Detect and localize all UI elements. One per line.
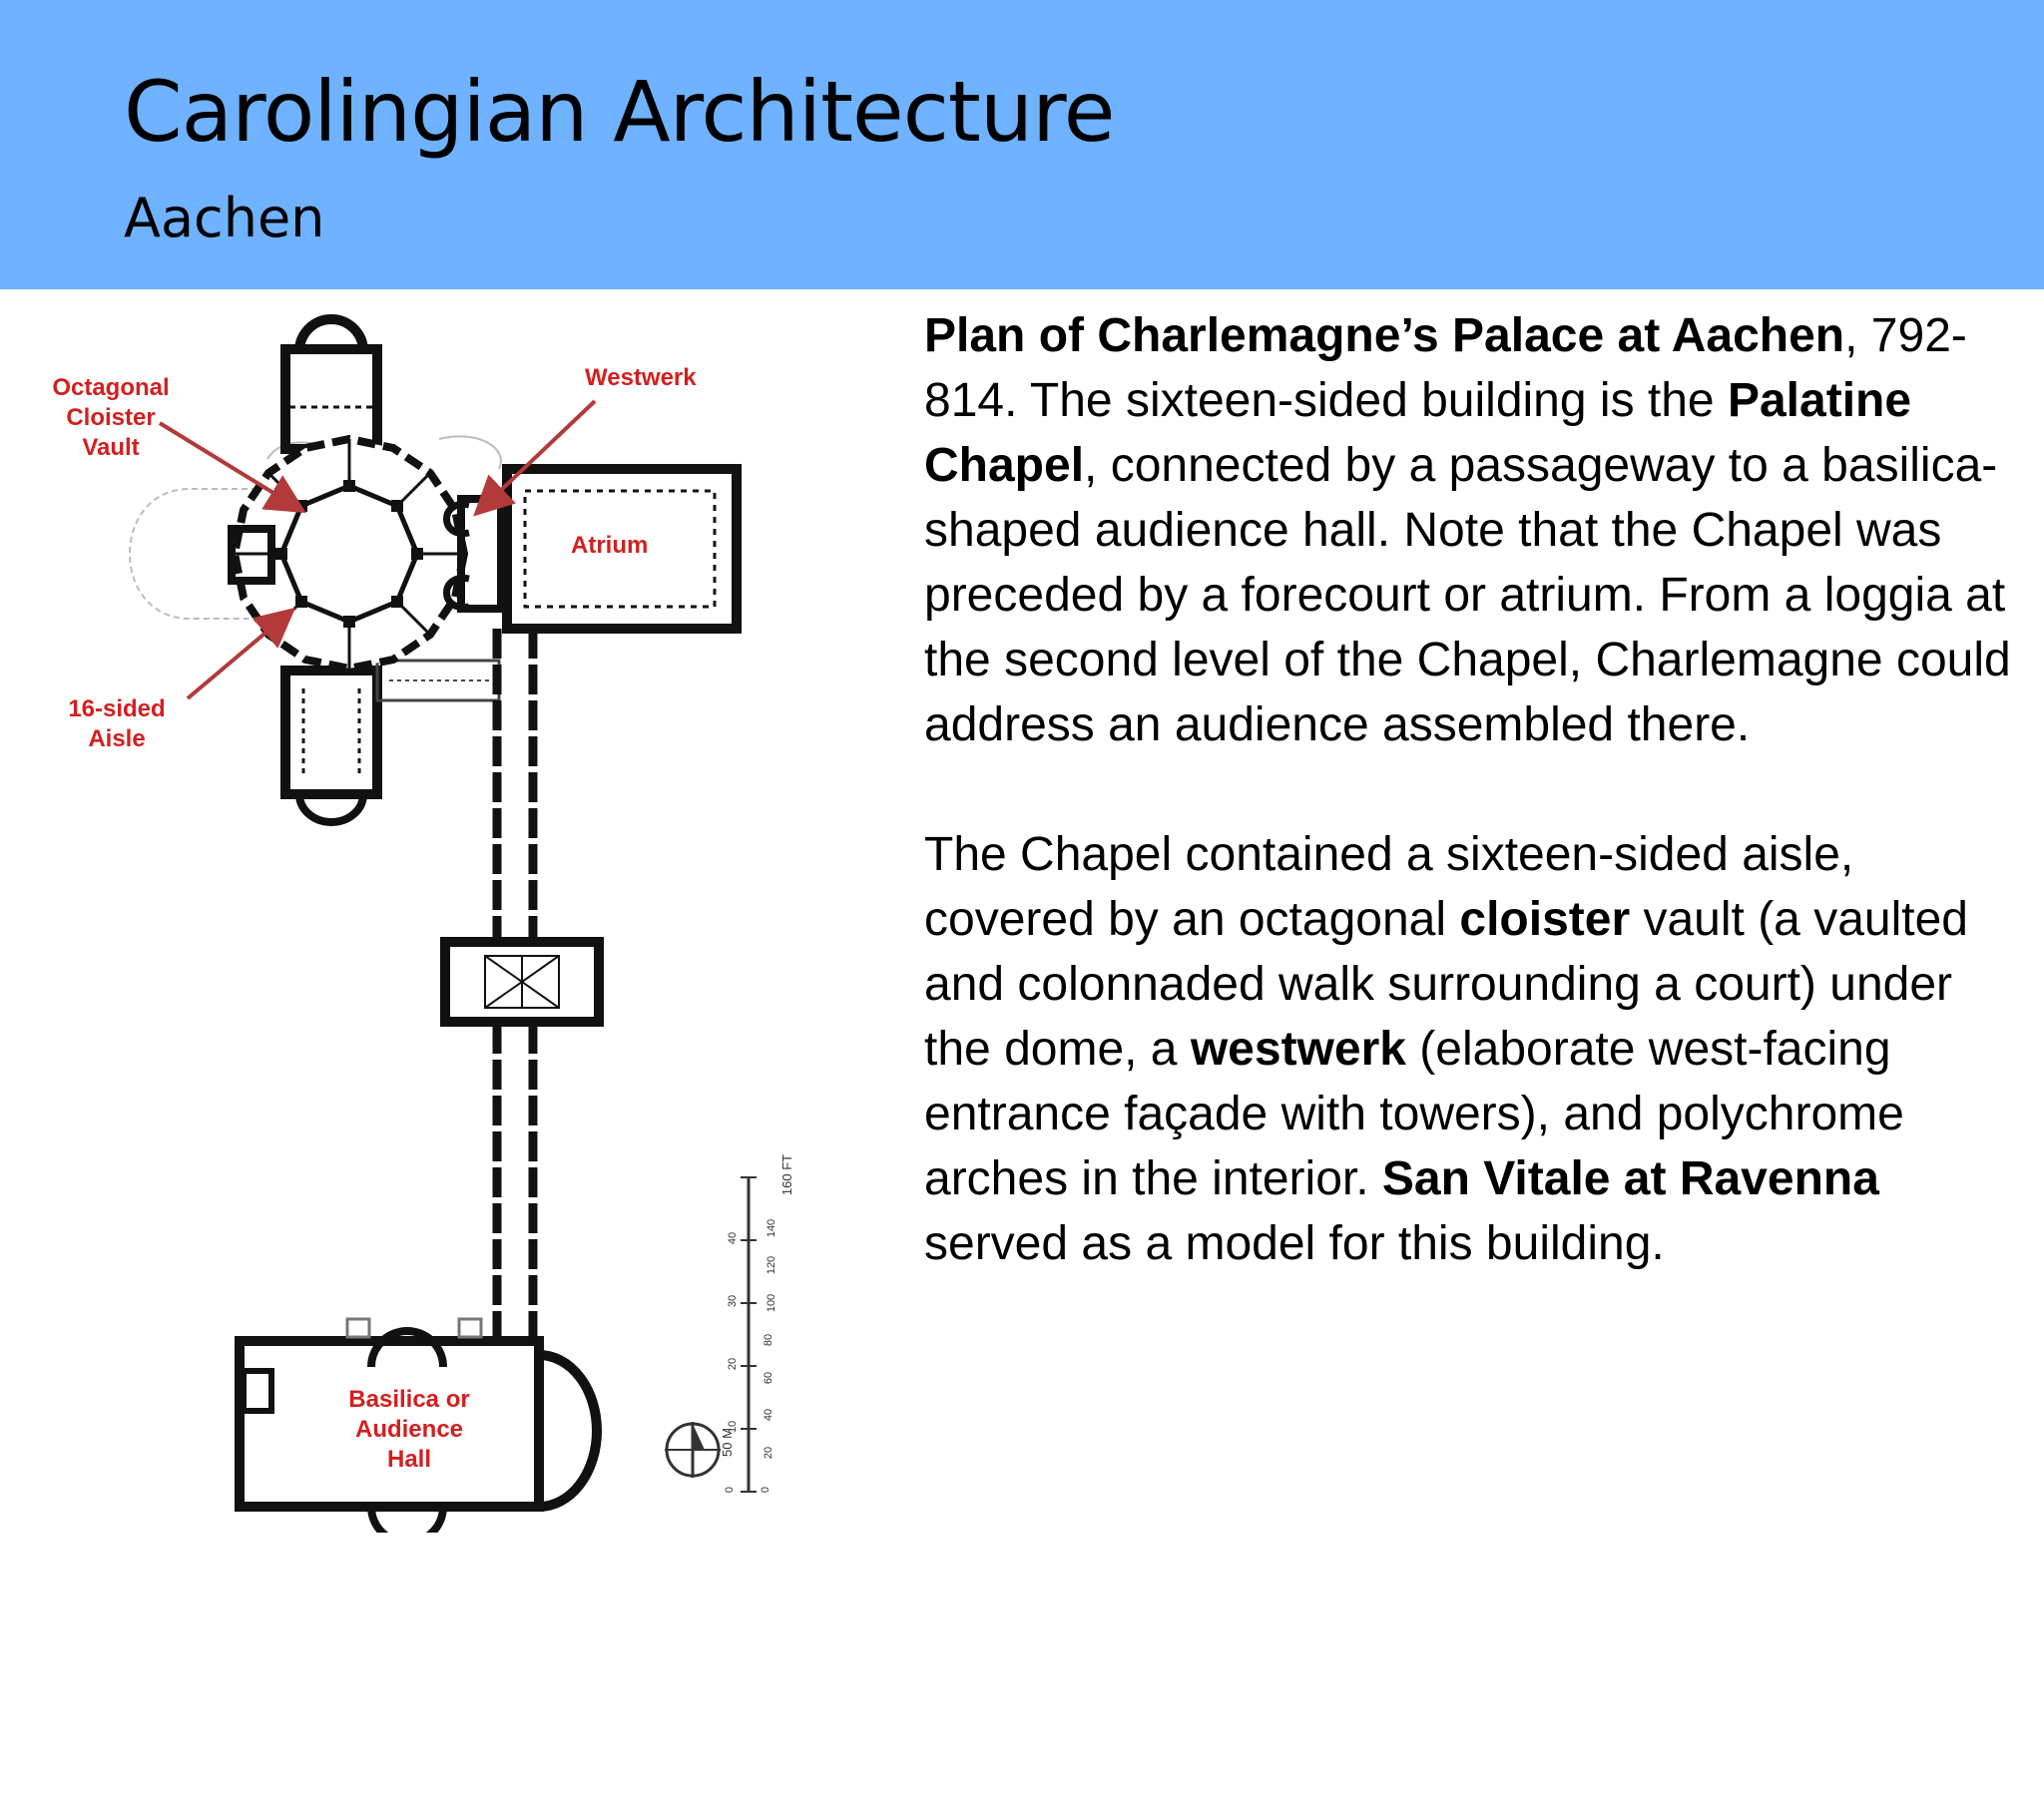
south-annex	[285, 671, 377, 822]
label-line: Hall	[386, 1446, 431, 1473]
desc-text: (elaborate west-facing entrance façade with towers), and polychrome arches in the interior.	[924, 1023, 1904, 1205]
description-paragraph-2	[924, 822, 2022, 1276]
description-paragraph-1	[924, 303, 2022, 757]
label-line: Vault	[82, 434, 140, 461]
gatehouse	[445, 942, 599, 1022]
label-line: 16-sided	[68, 695, 166, 722]
label-line: Cloister	[66, 404, 156, 431]
desc-bold: Plan of Charlemagne’s Palace at Aachen	[924, 309, 1845, 362]
scale-meter-tick-label: 0	[724, 1486, 737, 1494]
desc-text: , 792-814. The sixteen-sided building is the	[924, 309, 1967, 427]
scale-meters-label: 50 M	[719, 1428, 735, 1457]
desc-text: , connected by a passageway to a basilica-shaped audience hall. Note that the Chapel was preceded by a forecourt or atrium. From a loggia at the second level of the Chapel, Charlemagne could address an audience assembled there.	[924, 439, 2011, 751]
label-octagonal-cloister-vault	[46, 373, 176, 463]
desc-text: vault (a vaulted and colonnaded walk surrounding a court) under the dome, a	[924, 893, 1968, 1076]
label-line: Aisle	[88, 725, 146, 752]
label-basilica-audience-hall	[339, 1385, 479, 1475]
aisle-arrow	[188, 613, 289, 698]
octagonal-arrow	[160, 423, 299, 509]
south-passage	[377, 661, 499, 700]
scale-feet-tick-label: 40	[763, 1408, 775, 1422]
scale-feet-tick-label: 120	[766, 1255, 778, 1275]
westwerk-arrow	[479, 401, 595, 511]
desc-text: The Chapel contained a sixteen-sided aisle, covered by an octagonal	[924, 828, 1854, 946]
scale-feet-tick-label: 0	[760, 1486, 772, 1494]
scale-feet-label: 160 FT	[779, 1153, 795, 1196]
label-line: Basilica or	[348, 1386, 470, 1413]
label-westwerk: Westwerk	[585, 364, 697, 391]
scale-meter-tick-label: 10	[727, 1420, 740, 1434]
scale-meter-tick-label: 20	[727, 1357, 740, 1371]
description-text	[924, 303, 2022, 1276]
north-annex	[285, 319, 377, 449]
desc-bold: Palatine Chapel	[924, 374, 1912, 492]
desc-bold: San Vitale at Ravenna	[1381, 1152, 1879, 1205]
desc-bold: cloister	[1459, 893, 1631, 946]
compass-icon	[665, 1422, 721, 1478]
scale-bar	[741, 1177, 757, 1492]
label-line: Octagonal	[52, 374, 170, 401]
scale-feet-tick-label: 60	[763, 1371, 775, 1384]
scale-feet-tick-label: 140	[766, 1218, 778, 1237]
ghost-outline-east	[439, 436, 501, 469]
slide-title: Carolingian Architecture	[124, 63, 1115, 161]
label-atrium: Atrium	[571, 532, 649, 559]
desc-bold: westwerk	[1190, 1023, 1406, 1076]
scale-meter-tick-label: 40	[727, 1231, 740, 1245]
scale-meter-tick-label: 30	[727, 1294, 740, 1308]
label-line: Audience	[354, 1416, 464, 1443]
scale-feet-tick-label: 100	[766, 1293, 778, 1312]
scale-feet-tick-label: 20	[763, 1446, 775, 1459]
scale-labels	[719, 1428, 747, 1794]
label-16-sided-aisle	[60, 694, 174, 754]
desc-text: served as a model for this building.	[924, 1217, 1665, 1270]
scale-feet-tick-label: 80	[763, 1333, 775, 1347]
palace-plan	[0, 289, 898, 1533]
slide-subtitle: Aachen	[124, 187, 325, 249]
slide-header	[0, 0, 2044, 289]
